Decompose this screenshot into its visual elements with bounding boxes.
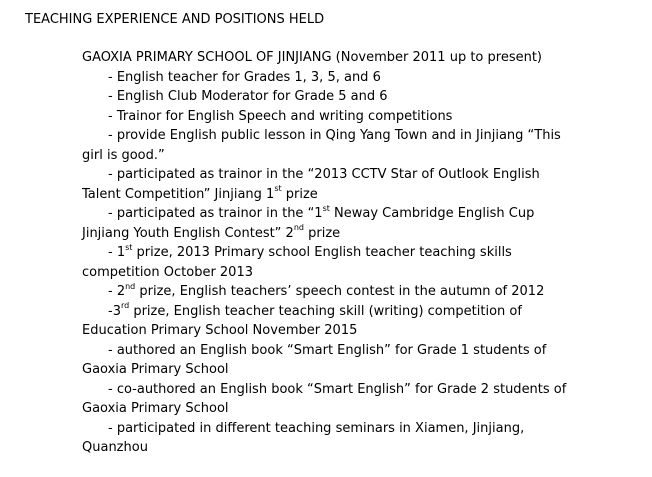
experience-list: [82, 68, 582, 458]
experience-item: [82, 380, 582, 419]
experience-item-text: - participated in different teaching seminars in Xiamen, Jinjiang, Quanzhou: [82, 420, 525, 455]
experience-item: [82, 68, 582, 88]
experience-item: [82, 107, 582, 127]
experience-item-text: - English Club Moderator for Grade 5 and 6: [108, 89, 388, 104]
experience-item-text: - 2: [108, 284, 126, 299]
ordinal-suffix: nd: [125, 281, 136, 291]
school-experience-block: [82, 48, 582, 458]
experience-item: [82, 126, 582, 165]
experience-item-text: - participated as trainor in the “1: [108, 206, 323, 221]
experience-item-text: - participated as trainor in the “2013 CCTV Star of Outlook English Talent Competition” Jinjiang 1: [82, 167, 540, 202]
experience-item-text: -3: [108, 303, 121, 319]
experience-item-text: - authored an English book “Smart English” for Grade 1 students of Gaoxia Primary School: [82, 342, 547, 377]
experience-item-text: - English teacher for Grades 1, 3, 5, and 6: [108, 69, 381, 85]
experience-item-text: prize, English teachers’ speech contest in the autumn of 2012: [135, 284, 545, 299]
experience-item-text: prize: [281, 186, 318, 202]
experience-item-text: prize: [303, 225, 341, 241]
experience-item: [82, 419, 582, 458]
ordinal-suffix: rd: [120, 301, 130, 311]
experience-item-text: prize, English teacher teaching skill (writing) competition of Education Primary School November 2015: [82, 303, 522, 338]
experience-item: [82, 302, 582, 341]
experience-item: [82, 341, 582, 380]
experience-item-text: - co-authored an English book “Smart English” for Grade 2 students of Gaoxia Primary School: [82, 381, 567, 416]
ordinal-suffix: nd: [293, 223, 304, 233]
experience-item-text: prize, 2013 Primary school English teacher teaching skills competition October 2013: [82, 245, 512, 280]
school-heading: GAOXIA PRIMARY SCHOOL OF JINJIANG (November 2011 up to present): [82, 50, 543, 65]
ordinal-suffix: st: [274, 184, 282, 194]
experience-item-text: - 1: [108, 245, 126, 260]
experience-item-text: - provide English public lesson in Qing Yang Town and in Jinjiang “This girl is good.”: [82, 128, 561, 163]
experience-item: [82, 282, 582, 302]
experience-item-text: Neway Cambridge English Cup Jinjiang Youth English Contest” 2: [82, 206, 535, 241]
section-title: TEACHING EXPERIENCE AND POSITIONS HELD: [25, 12, 325, 27]
experience-item: [82, 243, 582, 282]
experience-item: [82, 204, 582, 243]
experience-item: [82, 165, 582, 204]
experience-item: [82, 87, 582, 107]
ordinal-suffix: st: [125, 242, 133, 252]
ordinal-suffix: st: [322, 203, 330, 213]
experience-item-text: - Trainor for English Speech and writing competitions: [108, 108, 453, 124]
